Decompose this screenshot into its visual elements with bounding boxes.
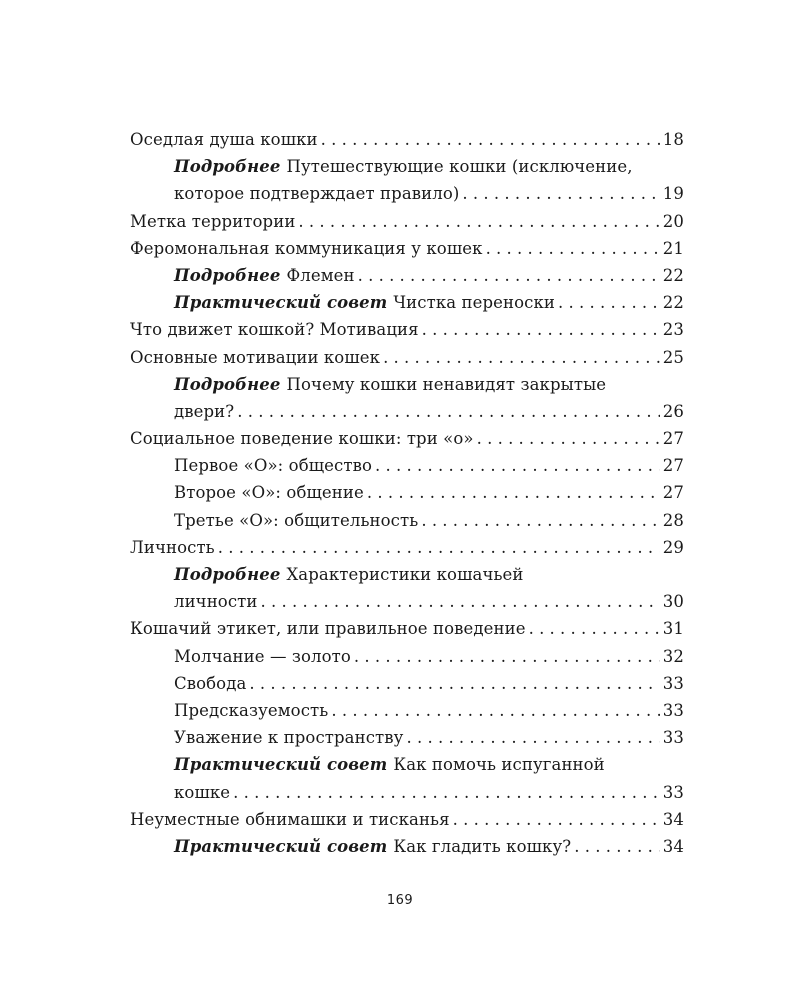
dot-leader — [486, 235, 660, 262]
dot-leader — [321, 126, 660, 153]
entry-title: Неуместные обнимашки и тисканья — [130, 809, 450, 829]
dot-leader — [375, 452, 660, 479]
entry-page-number: 34 — [662, 836, 684, 856]
entry-page-number: 34 — [662, 809, 684, 829]
toc-subentry — [130, 697, 684, 724]
table-of-contents — [130, 126, 684, 860]
entry-title: Почему кошки ненавидят закрытые — [286, 374, 607, 394]
entry-title: Метка территории — [130, 211, 296, 231]
dot-leader — [421, 507, 659, 534]
toc-subentry — [130, 670, 684, 697]
entry-page-number: 22 — [662, 293, 684, 313]
toc-entry — [130, 615, 684, 642]
dot-leader — [462, 180, 659, 207]
toc-entry — [130, 208, 684, 235]
entry-page-number: 25 — [662, 347, 684, 367]
dot-leader — [422, 316, 660, 343]
dot-leader — [237, 398, 660, 425]
toc-entry — [130, 425, 684, 452]
dot-leader — [574, 833, 660, 860]
toc-subentry — [130, 561, 684, 588]
dot-leader — [358, 262, 660, 289]
entry-title: Социальное поведение кошки: три «о» — [130, 429, 474, 449]
toc-subentry — [130, 643, 684, 670]
dot-leader — [298, 208, 659, 235]
toc-subentry — [130, 262, 684, 289]
entry-title: Свобода — [174, 673, 247, 693]
entry-page-number: 27 — [662, 429, 684, 449]
entry-title: Оседлая душа кошки — [130, 130, 318, 149]
entry-title: Третье «О»: общительность — [174, 510, 419, 530]
entry-page-number: 27 — [662, 483, 684, 503]
dot-leader — [529, 615, 660, 642]
toc-entry — [130, 126, 684, 153]
entry-page-number: 33 — [662, 782, 684, 802]
dot-leader — [453, 806, 660, 833]
entry-title-continued: двери? — [174, 401, 235, 421]
entry-label: Практический совет — [174, 836, 388, 856]
page-number: 169 — [386, 893, 414, 908]
toc-subentry — [130, 724, 684, 751]
entry-title: Чистка переноски — [393, 293, 556, 313]
entry-title: Как гладить кошку? — [393, 836, 572, 856]
entry-label: Подробнее — [174, 157, 281, 177]
entry-title: Уважение к пространству — [174, 728, 404, 748]
entry-title: Предсказуемость — [174, 700, 329, 720]
toc-subentry — [130, 479, 684, 506]
toc-subentry — [130, 371, 684, 398]
entry-title: Второе «О»: общение — [174, 483, 364, 503]
entry-label: Подробнее — [174, 374, 281, 394]
dot-leader — [354, 643, 660, 670]
entry-page-number: 31 — [662, 619, 684, 639]
entry-title-continued: кошке — [174, 782, 231, 802]
toc-entry — [130, 344, 684, 371]
entry-page-number: 21 — [662, 238, 684, 258]
entry-page-number: 29 — [662, 537, 684, 557]
toc-entry — [130, 316, 684, 343]
entry-page-number: 33 — [662, 673, 684, 693]
entry-title: Как помочь испуганной — [393, 755, 605, 775]
entry-page-number: 33 — [662, 728, 684, 748]
entry-page-number: 26 — [662, 401, 684, 421]
entry-page-number: 20 — [662, 211, 684, 231]
entry-title: Личность — [130, 537, 215, 557]
entry-title: Первое «О»: общество — [174, 456, 373, 476]
dot-leader — [261, 588, 660, 615]
entry-page-number: 27 — [662, 456, 684, 476]
entry-page-number: 32 — [662, 646, 684, 666]
entry-page-number: 22 — [662, 265, 684, 285]
toc-subentry — [130, 833, 684, 860]
entry-page-number: 28 — [662, 510, 684, 530]
entry-page-number: 23 — [662, 320, 684, 340]
toc-subentry — [130, 289, 684, 316]
dot-leader — [331, 697, 659, 724]
dot-leader — [558, 289, 660, 316]
entry-title-continued: личности — [174, 592, 258, 612]
entry-label: Практический совет — [174, 755, 388, 775]
dot-leader — [383, 344, 660, 371]
dot-leader — [233, 779, 660, 806]
entry-title: Путешествующие кошки (исключение, — [286, 157, 633, 177]
entry-title: Что движет кошкой? Мотивация — [130, 320, 419, 340]
toc-subentry-continuation — [130, 180, 684, 207]
entry-label: Подробнее — [174, 265, 281, 285]
dot-leader — [249, 670, 659, 697]
toc-subentry-continuation — [130, 398, 684, 425]
entry-title: Кошачий этикет, или правильное поведение — [130, 619, 526, 639]
entry-title: Феромональная коммуникация у кошек — [130, 238, 483, 258]
toc-subentry-continuation — [130, 588, 684, 615]
dot-leader — [477, 425, 660, 452]
dot-leader — [367, 479, 660, 506]
toc-entry — [130, 806, 684, 833]
toc-subentry — [130, 751, 684, 778]
entry-title: Характеристики кошачьей — [286, 565, 524, 584]
entry-title: Основные мотивации кошек — [130, 347, 381, 367]
entry-page-number: 30 — [662, 592, 684, 612]
entry-title: Молчание — золото — [174, 646, 351, 666]
entry-page-number: 18 — [662, 130, 684, 149]
entry-title: Флемен — [286, 265, 355, 285]
entry-label: Практический совет — [174, 293, 388, 313]
toc-subentry-continuation — [130, 779, 684, 806]
entry-title-continued: которое подтверждает правило) — [174, 184, 460, 204]
toc-entry — [130, 534, 684, 561]
toc-subentry — [130, 507, 684, 534]
toc-subentry — [130, 452, 684, 479]
entry-page-number: 19 — [662, 184, 684, 204]
entry-label: Подробнее — [174, 565, 281, 584]
entry-page-number: 33 — [662, 700, 684, 720]
dot-leader — [218, 534, 660, 561]
toc-subentry — [130, 153, 684, 180]
dot-leader — [406, 724, 659, 751]
toc-entry — [130, 235, 684, 262]
